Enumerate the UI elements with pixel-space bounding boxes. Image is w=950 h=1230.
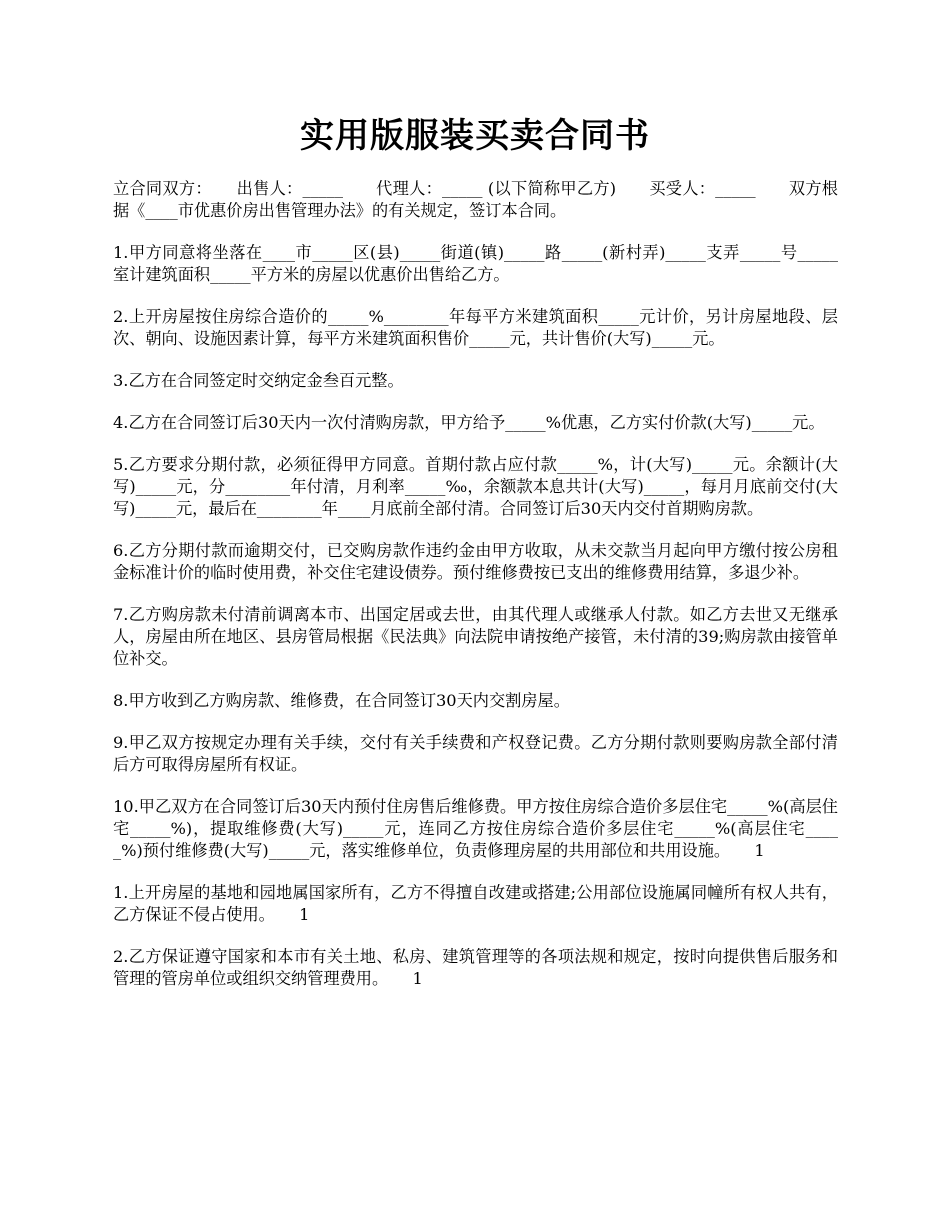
paragraph-clause-7: 7.乙方购房款未付清前调离本市、出国定居或去世，由其代理人或继承人付款。如乙方去世又无继承人，房屋由所在地区、县房管局根据《民法典》向法院申请按绝产接管，未付清的39;购房款由接管单位补交。	[113, 605, 838, 668]
paragraph-clause-12: 2.乙方保证遵守国家和本市有关土地、私房、建筑管理等的各项法规和规定，按时向提供售后服务和管理的管房单位或组织交纳管理费用。 1	[113, 947, 838, 988]
document-body	[113, 178, 838, 1010]
paragraph-clause-5: 5.乙方要求分期付款，必须征得甲方同意。首期付款占应付款_____%，计(大写)_____元。余额计(大写)_____元，分________年付清，月利率_____‰，余额款本息共计(大写)_____，每月月底前交付(大写)_____元，最后在________年____月底前全部付清。合同签订后30天内交付首期购房款。	[113, 455, 838, 518]
paragraph-clause-3: 3.乙方在合同签定时交纳定金叁百元整。	[113, 371, 404, 390]
paragraph-clause-8: 8.甲方收到乙方购房款、维修费，在合同签订30天内交割房屋。	[113, 691, 570, 710]
paragraph-clause-2: 2.上开房屋按住房综合造价的_____%________年每平方米建筑面积_____元计价，另计房屋地段、层次、朝向、设施因素计算，每平方米建筑面积售价_____元，共计售价(大写)_____元。	[113, 307, 838, 348]
paragraph-clause-9: 9.甲乙双方按规定办理有关手续，交付有关手续费和产权登记费。乙方分期付款则要购房款全部付清后方可取得房屋所有权证。	[113, 733, 838, 774]
paragraph-clause-11: 1.上开房屋的基地和园地属国家所有，乙方不得擅自改建或搭建;公用部位设施属同幢所有权人共有，乙方保证不侵占使用。 1	[113, 883, 838, 924]
paragraph-parties: 立合同双方： 出售人：_____ 代理人：_____ (以下简称甲乙方) 买受人：_____ 双方根据《____市优惠价房出售管理办法》的有关规定，签订本合同。	[113, 179, 838, 220]
paragraph-clause-1: 1.甲方同意将坐落在____市_____区(县)_____街道(镇)_____路_____(新村弄)_____支弄_____号_____室计建筑面积_____平方米的房屋以优惠价出售给乙方。	[113, 243, 838, 284]
document-title: 实用版服装买卖合同书	[300, 116, 650, 156]
paragraph-clause-4: 4.乙方在合同签订后30天内一次付清购房款，甲方给予_____%优惠，乙方实付价款(大写)_____元。	[113, 413, 825, 432]
paragraph-clause-10: 10.甲乙双方在合同签订后30天内预付住房售后维修费。甲方按住房综合造价多层住宅_____%(高层住宅_____%)，提取维修费(大写)_____元，连同乙方按住房综合造价多层住宅_____%(高层住宅_____%)预付维修费(大写)_____元，落实维修单位，负责修理房屋的共用部位和共用设施。 1	[113, 797, 838, 860]
paragraph-clause-6: 6.乙方分期付款而逾期交付，已交购房款作违约金由甲方收取，从未交款当月起向甲方缴付按公房租金标准计价的临时使用费，补交住宅建设债券。预付维修费按已支出的维修费用结算，多退少补。	[113, 541, 838, 582]
